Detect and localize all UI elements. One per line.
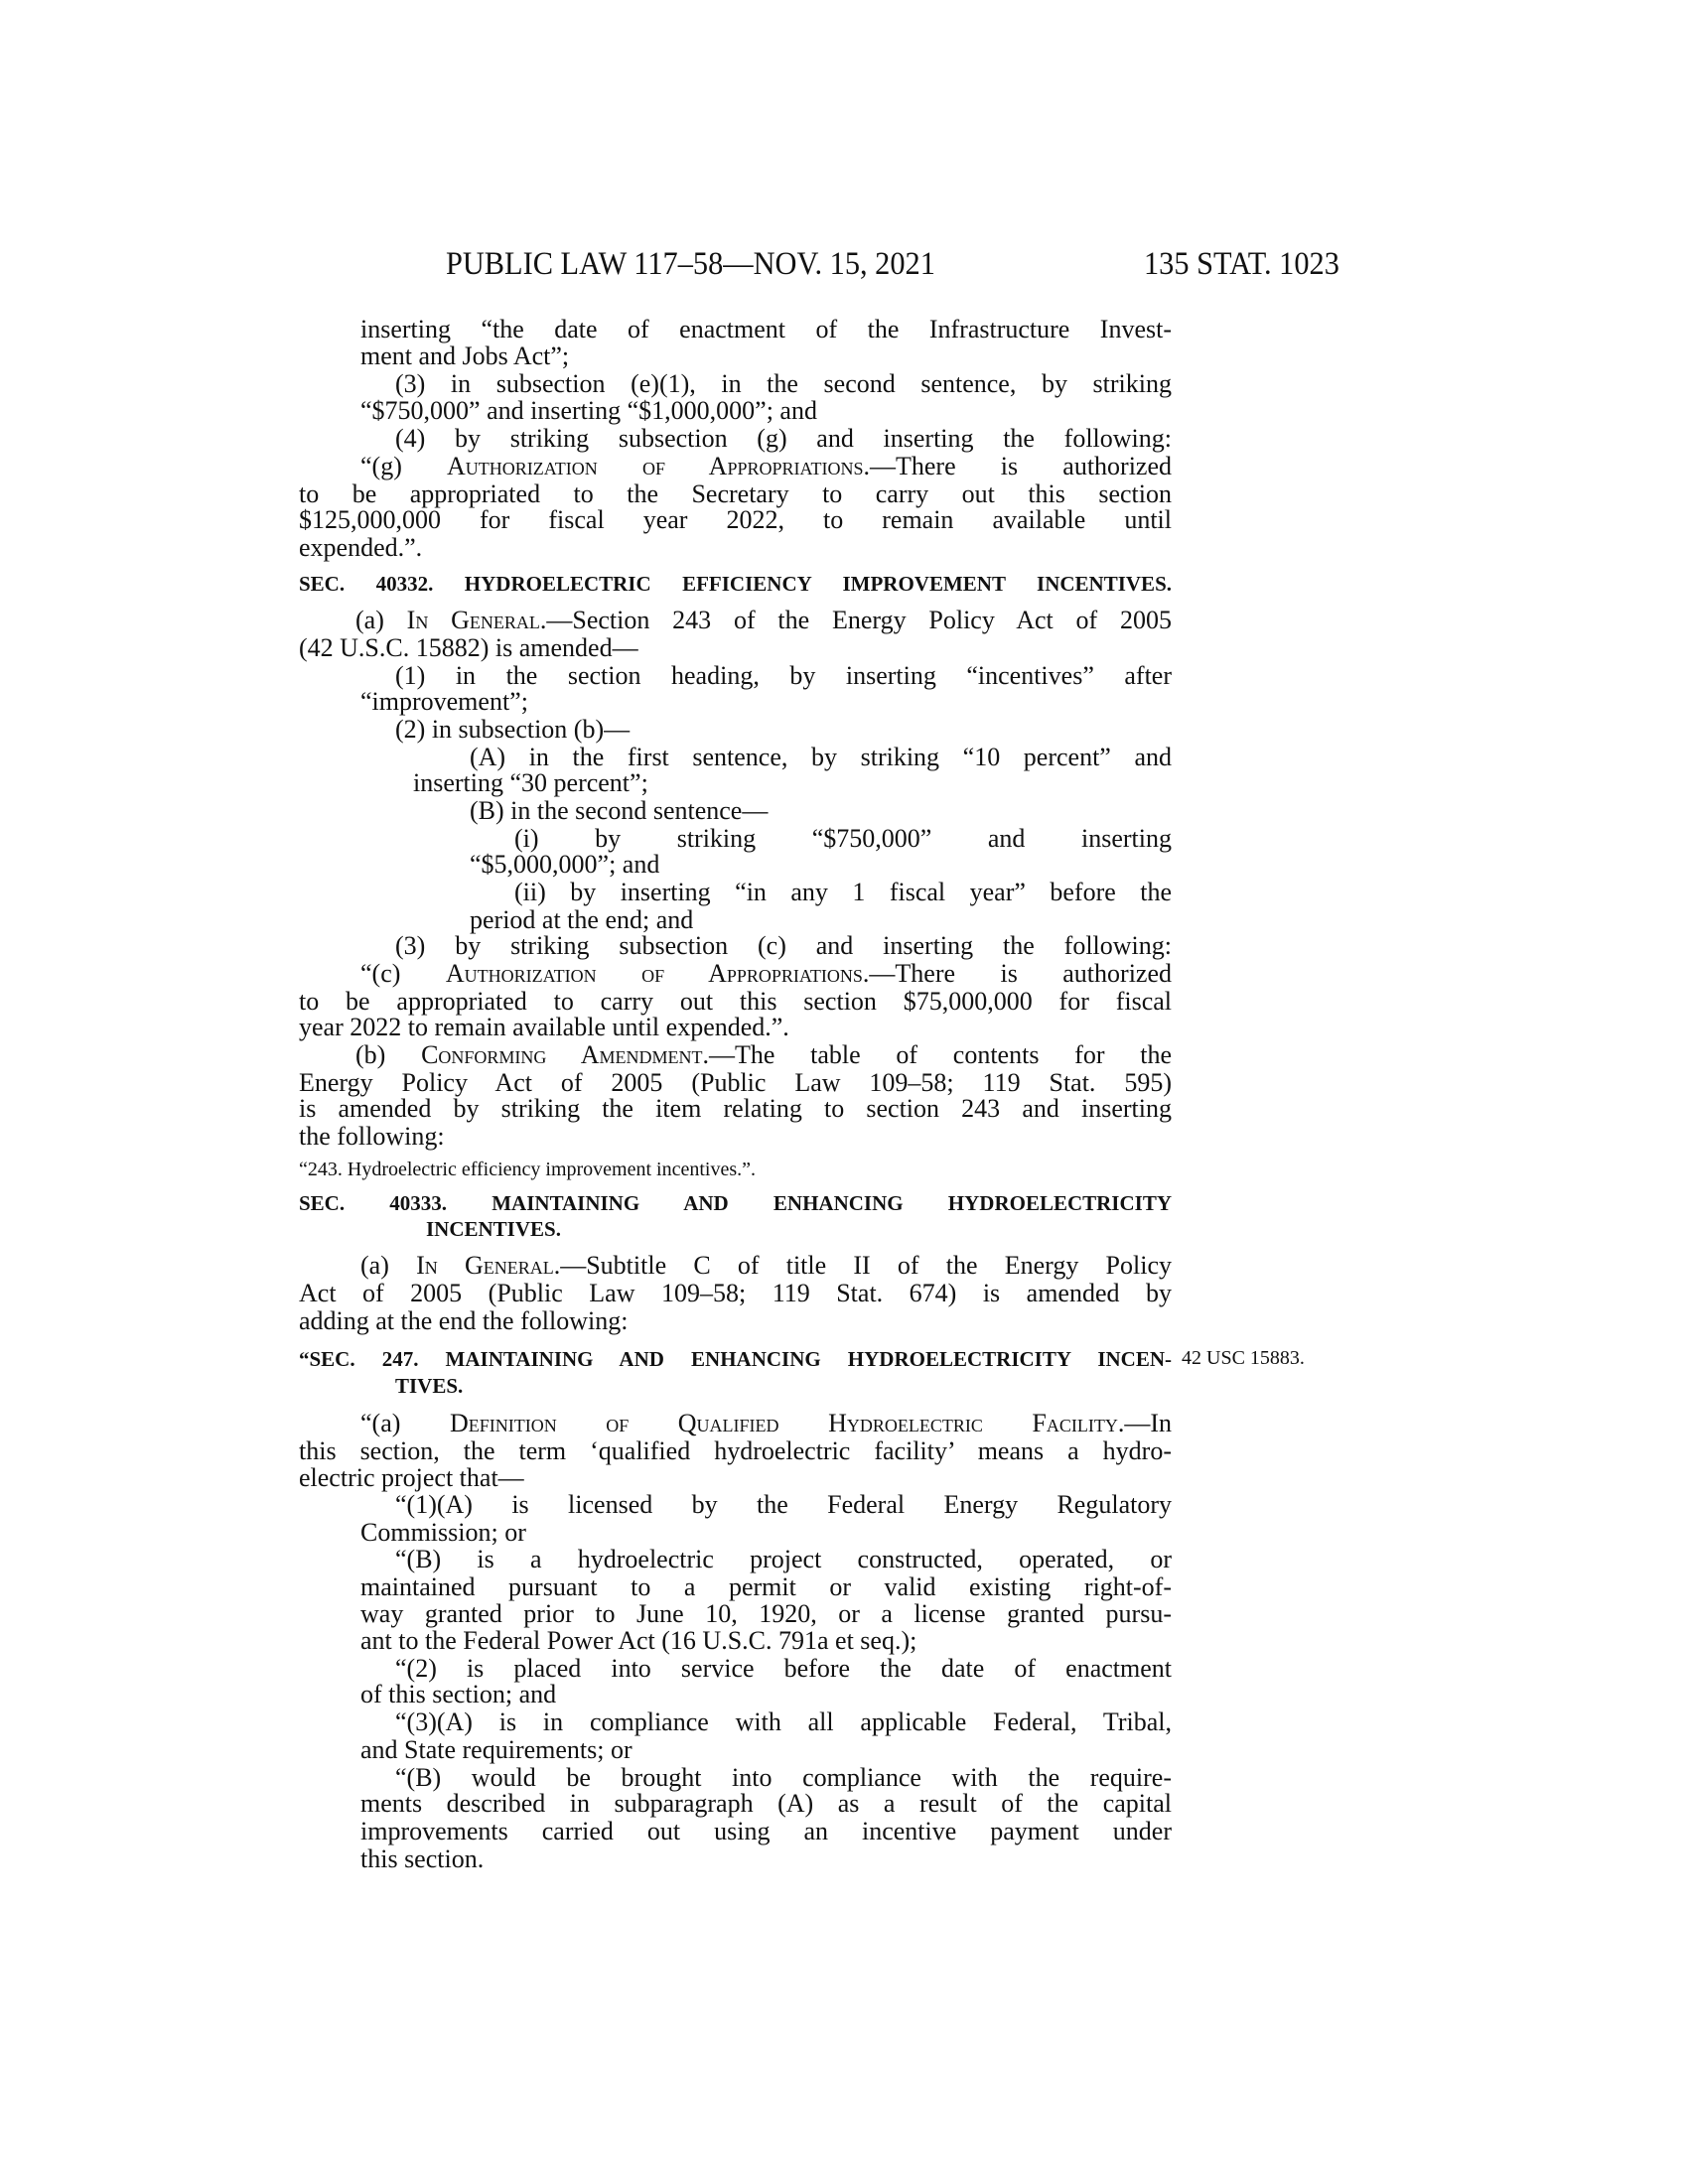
text-segment: electric project that—	[299, 1463, 524, 1493]
text-line	[470, 797, 1172, 825]
text-segment: (4) by striking subsection (g) and inserting the following:	[395, 424, 1172, 454]
text-line	[299, 1156, 1172, 1183]
text-line	[395, 1708, 1172, 1736]
text-line	[360, 688, 1172, 716]
text-segment: “$5,000,000”; and	[470, 850, 660, 880]
section-heading-line	[426, 1215, 1172, 1243]
text-segment: “(1)(A) is licensed by the Federal Energy Regulatory	[395, 1489, 1172, 1519]
text-line	[395, 425, 1172, 453]
text-segment: (1) in the section heading, by inserting “incentives” after	[395, 660, 1172, 690]
text-segment: Energy Policy Act of 2005 (Public Law 109–58; 119 Stat. 595)	[299, 1067, 1172, 1097]
text-line	[395, 1491, 1172, 1519]
text-segment: “(g)	[360, 451, 448, 480]
text-segment: (i) by striking “$750,000” and inserting	[514, 823, 1172, 853]
text-segment: (a)	[360, 1251, 417, 1281]
text-segment: (A) in the first sentence, by striking “10 percent” and	[470, 742, 1172, 771]
running-header-title: PUBLIC LAW 117–58—NOV. 15, 2021	[446, 246, 935, 282]
text-line	[395, 1546, 1172, 1573]
text-segment: “improvement”;	[360, 687, 528, 717]
text-segment: .—In	[1117, 1408, 1172, 1437]
text-line	[514, 879, 1172, 906]
text-segment: (3) by striking subsection (c) and inserting the following:	[395, 931, 1172, 961]
text-line	[360, 342, 1172, 370]
text-segment: to be appropriated to the Secretary to carry out this section	[299, 478, 1172, 508]
text-line	[299, 1280, 1172, 1307]
section-heading-line	[299, 1189, 1172, 1217]
text-line	[299, 988, 1172, 1016]
small-caps-heading: Definition of Qualified Hydroelectric Facility	[449, 1408, 1118, 1437]
text-segment: inserting “the date of enactment of the Infrastructure Invest-	[360, 315, 1172, 344]
text-line	[360, 1410, 1172, 1437]
text-segment: .—There is authorized	[862, 959, 1172, 989]
text-segment: inserting “30 percent”;	[413, 768, 648, 798]
text-segment: Commission; or	[360, 1517, 526, 1547]
text-line	[299, 634, 1172, 662]
text-segment: period at the end; and	[470, 904, 694, 934]
text-line	[413, 769, 1172, 797]
text-line	[299, 1123, 1172, 1151]
text-segment: maintained pursuant to a permit or valid existing right-of-	[360, 1572, 1172, 1602]
text-line	[360, 1252, 1172, 1280]
text-line	[360, 1845, 1172, 1873]
text-segment: “(c)	[360, 959, 446, 989]
text-segment: “SEC. 247. MAINTAINING AND ENHANCING HYDROELECTRICITY INCEN-	[299, 1346, 1172, 1371]
text-line	[355, 1041, 1172, 1069]
text-line	[395, 370, 1172, 398]
text-segment: “(B) is a hydroelectric project constructed, operated, or	[395, 1545, 1172, 1574]
text-segment: Act of 2005 (Public Law 109–58; 119 Stat. 674) is amended by	[299, 1279, 1172, 1308]
text-segment: (b)	[355, 1039, 422, 1069]
text-line	[360, 960, 1172, 988]
text-segment: (42 U.S.C. 15882) is amended—	[299, 633, 638, 663]
text-line	[395, 932, 1172, 960]
text-segment: this section.	[360, 1843, 485, 1873]
text-segment: “(2) is placed into service before the date of enactment	[395, 1654, 1172, 1684]
text-segment: .—The table of contents for the	[702, 1039, 1172, 1069]
text-line	[360, 1600, 1172, 1628]
text-line	[360, 1519, 1172, 1547]
small-caps-heading: In General	[406, 606, 540, 635]
section-heading-line	[299, 1345, 1172, 1373]
small-caps-heading: Authorization of Appropriations	[445, 959, 863, 989]
text-line	[355, 607, 1172, 634]
text-segment: and State requirements; or	[360, 1735, 633, 1765]
text-segment: ant to the Federal Power Act (16 U.S.C. 791a et seq.);	[360, 1626, 917, 1656]
text-segment: ment and Jobs Act”;	[360, 341, 570, 370]
text-segment: INCENTIVES.	[426, 1216, 561, 1241]
text-line	[360, 397, 1172, 425]
text-line	[395, 1655, 1172, 1683]
text-segment: .—Section 243 of the Energy Policy Act of 2005	[539, 606, 1172, 635]
text-segment: “$750,000” and inserting “$1,000,000”; and	[360, 396, 817, 426]
text-segment: (2) in subsection (b)—	[395, 715, 631, 745]
text-line	[360, 1573, 1172, 1601]
text-line	[360, 1736, 1172, 1764]
text-line	[299, 1464, 1172, 1492]
text-segment: .—There is authorized	[863, 451, 1173, 480]
text-segment: way granted prior to June 10, 1920, or a license granted pursu-	[360, 1598, 1172, 1628]
text-segment: (B) in the second sentence—	[470, 796, 769, 826]
text-segment: “(a)	[360, 1408, 450, 1437]
text-line	[299, 534, 1172, 562]
text-segment: (a)	[355, 606, 407, 635]
text-segment: expended.”.	[299, 532, 423, 562]
text-segment: is amended by striking the item relating to section 243 and inserting	[299, 1094, 1172, 1124]
text-segment: “(B) would be brought into compliance with the require-	[395, 1762, 1172, 1792]
text-segment: TIVES.	[395, 1374, 464, 1399]
text-line	[299, 1014, 1172, 1041]
page-number: 135 STAT. 1023	[1144, 246, 1339, 282]
text-line	[470, 744, 1172, 771]
text-segment: SEC. 40332. HYDROELECTRIC EFFICIENCY IMPROVEMENT INCENTIVES.	[299, 571, 1172, 596]
text-segment: the following:	[299, 1121, 445, 1151]
text-segment: “(3)(A) is in compliance with all applicable Federal, Tribal,	[395, 1707, 1172, 1737]
small-caps-heading: In General	[416, 1251, 554, 1281]
small-caps-heading: Authorization of Appropriations	[447, 451, 864, 480]
text-line	[360, 453, 1172, 480]
text-line	[395, 662, 1172, 690]
text-line	[299, 1307, 1172, 1335]
text-line	[360, 1790, 1172, 1818]
text-segment: SEC. 40333. MAINTAINING AND ENHANCING HYDROELECTRICITY	[299, 1190, 1172, 1215]
text-segment: .—Subtitle C of title II of the Energy Policy	[553, 1251, 1173, 1281]
text-segment: improvements carried out using an incentive payment under	[360, 1816, 1172, 1845]
text-segment: year 2022 to remain available until expended.”.	[299, 1013, 789, 1042]
section-heading-line	[299, 570, 1172, 598]
text-line	[470, 851, 1172, 879]
text-line	[395, 716, 1172, 744]
text-segment: “243. Hydroelectric efficiency improvement incentives.”.	[299, 1159, 756, 1181]
text-segment: this section, the term ‘qualified hydroelectric facility’ means a hydro-	[299, 1435, 1172, 1465]
text-line	[299, 1437, 1172, 1465]
text-line	[360, 1681, 1172, 1708]
text-line	[360, 1627, 1172, 1655]
section-heading-line	[395, 1372, 1172, 1400]
text-line	[299, 1095, 1172, 1123]
text-line	[299, 506, 1172, 534]
text-segment: (ii) by inserting “in any 1 fiscal year” before the	[514, 878, 1172, 907]
text-segment: (3) in subsection (e)(1), in the second sentence, by striking	[395, 368, 1172, 398]
text-segment: adding at the end the following:	[299, 1306, 629, 1336]
text-segment: to be appropriated to carry out this section $75,000,000 for fiscal	[299, 986, 1172, 1016]
text-line	[395, 1764, 1172, 1792]
text-line	[470, 906, 1172, 934]
text-line	[514, 825, 1172, 853]
small-caps-heading: Conforming Amendment	[421, 1039, 703, 1069]
text-segment: of this section; and	[360, 1680, 557, 1709]
margin-note: 42 USC 15883.	[1182, 1347, 1305, 1369]
text-line	[299, 480, 1172, 508]
text-line	[360, 1818, 1172, 1845]
text-segment: ments described in subparagraph (A) as a result of the capital	[360, 1789, 1172, 1819]
text-segment: $125,000,000 for fiscal year 2022, to remain available until	[299, 505, 1172, 535]
text-line	[299, 1069, 1172, 1097]
text-line	[360, 316, 1172, 343]
